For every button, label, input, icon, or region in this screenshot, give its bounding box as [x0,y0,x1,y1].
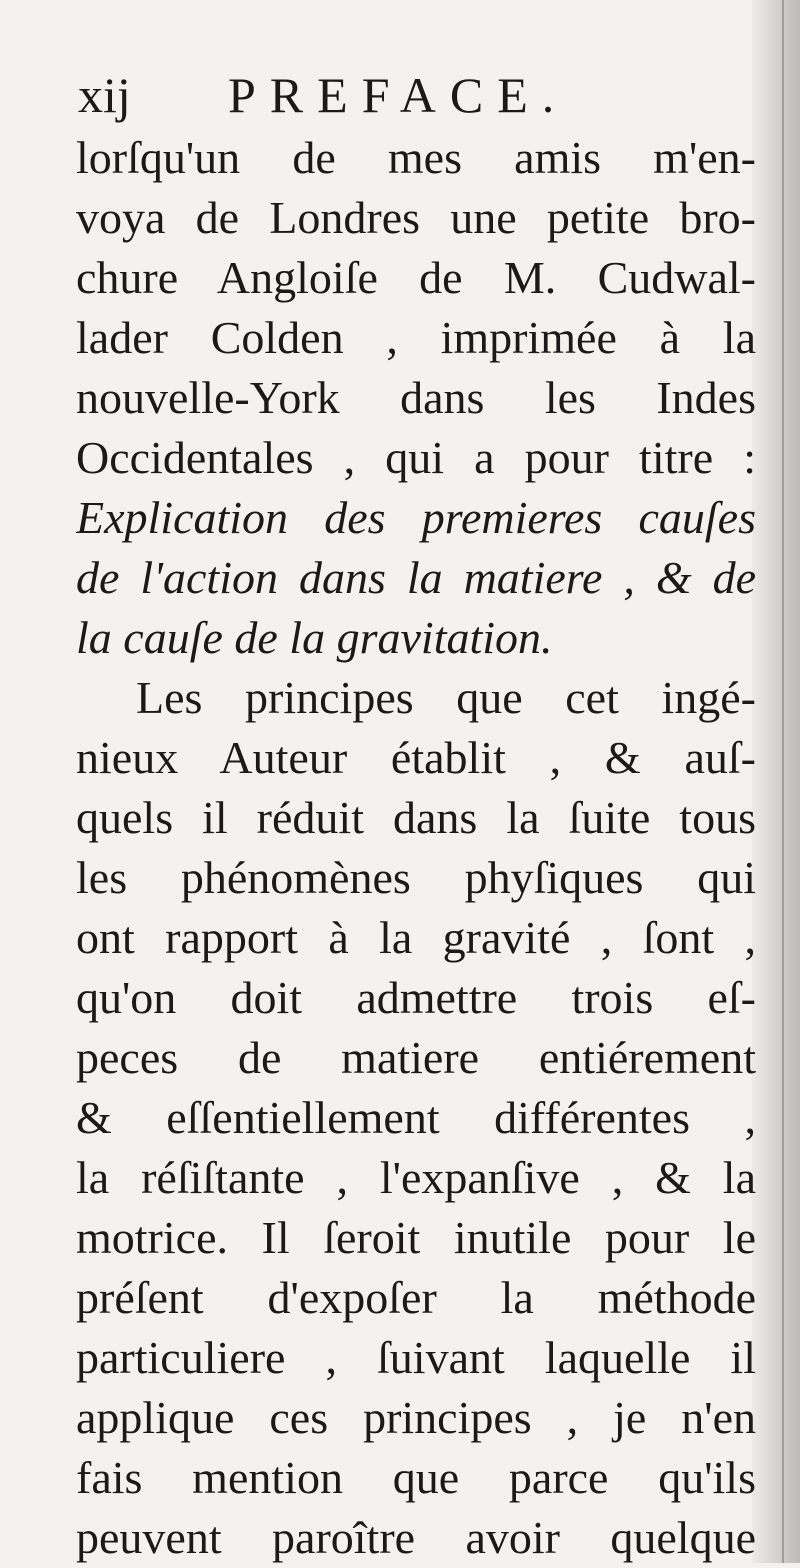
page-edge [752,0,800,1563]
text-line: qu'on doit admettre trois eſ- [76,972,756,1023]
text-line: voya de Londres une petite bro- [76,192,756,243]
text-line: nouvelle-York dans les Indes [76,372,756,423]
text-line: nieux Auteur établit , & auſ- [76,732,756,783]
body-text [76,128,756,1568]
text-line: applique ces principes , je n'en [76,1392,756,1443]
text-line: & eſſentiellement différentes , [76,1092,756,1143]
text-line: ont rapport à la gravité , ſont , [76,912,756,963]
text-line: quels il réduit dans la ſuite tous [76,792,756,843]
italic-title-line: de l'action dans la matiere , & de [76,552,756,603]
text-line: fais mention que parce qu'ils [76,1452,756,1503]
text-line: particuliere , ſuivant laquelle il [76,1332,756,1383]
page-header [78,60,638,130]
text-line: lader Colden , imprimée à la [76,312,756,363]
text-line: préſent d'expoſer la méthode [76,1272,756,1323]
text-line: Les principes que cet ingé- [136,672,756,723]
page-number: xij [78,67,131,123]
text-line: peces de matiere entiérement [76,1032,756,1083]
italic-title-line: Explication des premieres cauſes [76,492,756,543]
text-line: motrice. Il ſeroit inutile pour le [76,1212,756,1263]
text-line: peuvent paroître avoir quelque [76,1512,756,1563]
text-line: lorſqu'un de mes amis m'en- [76,132,756,183]
italic-title-line: la cauſe de la gravitation. [76,612,553,663]
text-line: chure Angloiſe de M. Cudwal- [76,252,756,303]
running-title: PREFACE. [228,67,569,123]
text-line: la réſiſtante , l'expanſive , & la [76,1152,756,1203]
text-line: les phénomènes phyſiques qui [76,852,756,903]
text-line: Occidentales , qui a pour titre : [76,432,756,483]
